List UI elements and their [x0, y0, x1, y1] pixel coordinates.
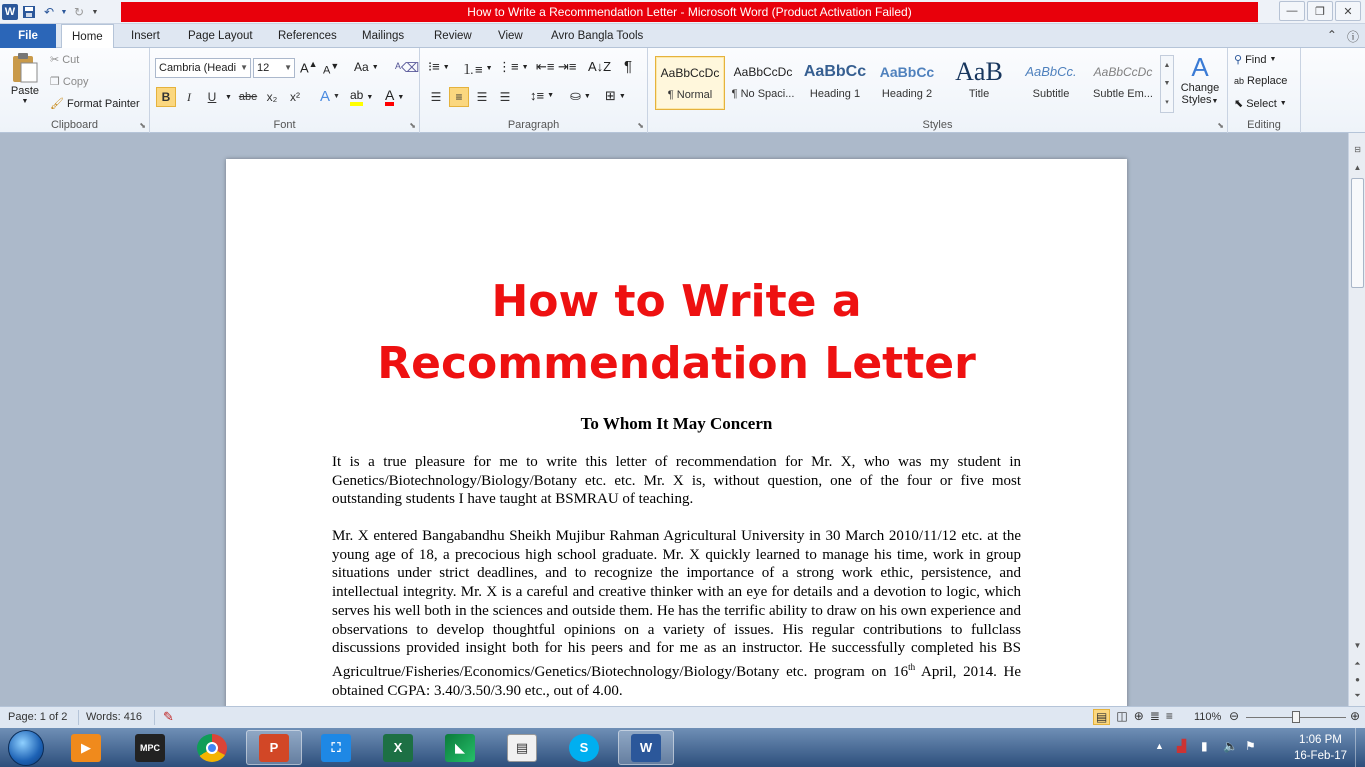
chevron-down-icon: ▼: [521, 63, 529, 71]
title-bar: [0, 0, 1365, 24]
font-group: [150, 48, 420, 133]
paste-label: Paste: [10, 85, 40, 97]
body-paragraph-2[interactable]: [332, 527, 1021, 700]
skype-icon: S: [569, 734, 599, 762]
paragraph-launcher-icon[interactable]: ⬊: [637, 121, 644, 130]
proofing-icon[interactable]: ✎: [163, 709, 174, 724]
bold-button[interactable]: [156, 87, 176, 107]
borders-icon: ⊞: [605, 88, 616, 103]
previous-page-icon[interactable]: ⏶: [1354, 659, 1361, 668]
grow-font-button[interactable]: [300, 59, 318, 75]
chrome-icon: [197, 734, 227, 762]
view-buttons: [1093, 709, 1173, 725]
tab-home[interactable]: Home: [61, 24, 114, 49]
style-subtitle-preview: AaBbCc.: [1025, 64, 1077, 79]
align-left-icon: ☰: [430, 90, 442, 104]
clipboard-group: [0, 48, 150, 133]
paste-button[interactable]: [6, 52, 44, 105]
scroll-down-icon[interactable]: ▼: [1353, 641, 1362, 650]
style-subtle-emphasis-preview: AaBbCcDc: [1093, 65, 1153, 79]
chevron-down-icon: ▼: [284, 63, 292, 72]
media-player-icon: ▶: [71, 734, 101, 762]
shrink-font-button[interactable]: [323, 61, 339, 77]
taskbar-media-player[interactable]: [58, 730, 114, 765]
chevron-down-icon: ▼: [618, 92, 626, 100]
ribbon-tabs: [0, 24, 1365, 48]
font-group-label: Font: [273, 119, 296, 131]
status-bar: [0, 706, 1365, 728]
show-hidden-icons-icon[interactable]: ▲: [1155, 741, 1164, 751]
chevron-down-icon: ▼: [240, 63, 248, 72]
status-separator: [154, 710, 155, 725]
ribbon: [0, 48, 1365, 133]
word-app-icon[interactable]: W: [2, 4, 18, 20]
format-painter-button[interactable]: [50, 97, 140, 110]
shading-button[interactable]: [570, 88, 591, 104]
style-heading-2[interactable]: [872, 56, 942, 110]
style-title-label: Title: [968, 88, 990, 100]
styles-group-label: Styles: [922, 119, 953, 131]
zoom-level[interactable]: 110%: [1194, 711, 1222, 723]
zoom-in-icon[interactable]: ⊕: [1350, 709, 1361, 723]
tab-view[interactable]: View: [498, 30, 523, 42]
bold-icon: B: [156, 87, 176, 107]
zoom-slider-thumb[interactable]: [1292, 711, 1300, 723]
customize-qat-icon[interactable]: ▼: [91, 8, 99, 16]
sort-button[interactable]: [588, 59, 611, 74]
editing-group-label: Editing: [1247, 119, 1281, 131]
font-color-button[interactable]: [385, 88, 404, 106]
line-spacing-button[interactable]: [530, 88, 554, 103]
clipboard-launcher-icon[interactable]: ⬊: [139, 121, 146, 130]
line-spacing-icon: ↕≡: [530, 88, 545, 103]
styles-launcher-icon[interactable]: ⬊: [1217, 121, 1224, 130]
sort-icon: A↓Z: [588, 59, 612, 74]
document-page[interactable]: [226, 159, 1127, 706]
tabs-right-controls: [1327, 28, 1359, 45]
paragraph-2-text-end: April, 2014. He obtained CGPA: 3.40/3.50/3.90 etc., out of 4.00.: [332, 663, 1021, 699]
multilevel-list-icon: ⋮≡: [498, 59, 519, 74]
style-title[interactable]: [944, 56, 1014, 110]
web-layout-icon[interactable]: ⊕: [1133, 709, 1144, 723]
title-line-1[interactable]: How to Write a: [491, 276, 862, 327]
chevron-down-icon: ▼: [442, 63, 450, 71]
multilevel-list-button[interactable]: [498, 59, 529, 75]
style-subtitle-label: Subtitle: [1032, 88, 1070, 100]
change-styles-label-2: Styles▼: [1181, 94, 1219, 106]
style-subtle-emphasis-label: Subtle Em...: [1093, 88, 1153, 100]
text-effects-icon: A: [320, 88, 331, 105]
superscript-icon: x²: [290, 90, 300, 104]
font-launcher-icon[interactable]: ⬊: [409, 121, 416, 130]
select-label: Select: [1246, 97, 1277, 110]
editing-group: [1228, 48, 1301, 133]
powerpoint-icon: P: [259, 734, 289, 762]
excel-icon: X: [383, 734, 413, 762]
mpc-be-icon: MPC: [135, 734, 165, 762]
justify-button[interactable]: [495, 87, 515, 107]
replace-icon: ab: [1234, 76, 1245, 86]
paintbrush-icon: 🖌: [50, 98, 64, 110]
taskbar-mpc-be[interactable]: [122, 730, 178, 765]
tab-references[interactable]: References: [278, 30, 337, 42]
window-controls: [1279, 1, 1361, 21]
underline-icon: U: [207, 90, 217, 104]
chevron-down-icon: ▼: [225, 93, 232, 101]
align-right-button[interactable]: [472, 87, 492, 107]
highlight-button[interactable]: [350, 88, 373, 106]
align-center-icon: ≡: [449, 87, 469, 107]
find-button[interactable]: [1234, 53, 1276, 66]
subscript-button[interactable]: [262, 87, 282, 107]
font-name-value: Cambria (Headi: [159, 62, 237, 74]
chevron-down-icon: ▼: [547, 92, 555, 99]
style-normal[interactable]: [655, 56, 725, 110]
undo-icon[interactable]: ↶: [43, 5, 55, 19]
tab-file[interactable]: File: [0, 24, 56, 48]
quick-access-toolbar: [2, 2, 100, 22]
decrease-indent-icon: ⇤≡: [536, 59, 555, 74]
show-formatting-button[interactable]: [624, 58, 632, 75]
taskbar-excel[interactable]: [370, 730, 426, 765]
print-layout-icon[interactable]: ▤: [1093, 709, 1110, 725]
strikethrough-icon: abe: [238, 91, 258, 103]
change-case-button[interactable]: [354, 60, 379, 74]
volume-icon[interactable]: 🔈: [1223, 739, 1238, 753]
taskbar-green-app[interactable]: [432, 730, 488, 765]
numbering-button[interactable]: [462, 59, 493, 78]
change-case-label: Aa: [354, 60, 369, 74]
chevron-down-icon: ▼: [583, 92, 591, 100]
style-title-preview: AaB: [955, 57, 1003, 86]
align-right-icon: ☰: [476, 90, 488, 104]
tab-mailings[interactable]: Mailings: [362, 30, 405, 42]
copy-label: Copy: [62, 75, 89, 88]
style-no-spacing-preview: AaBbCcDc: [733, 65, 793, 79]
chevron-down-icon: ▼: [485, 65, 493, 72]
styles-gallery-scroll: [1160, 55, 1174, 113]
align-left-button[interactable]: [426, 87, 446, 107]
highlighter-icon: ab: [350, 88, 363, 106]
status-separator: [78, 710, 79, 725]
start-button[interactable]: [8, 730, 44, 766]
replace-button[interactable]: [1234, 75, 1287, 87]
chevron-down-icon: ▼: [333, 93, 340, 100]
style-heading-1-preview: AaBbCc: [803, 63, 867, 80]
text-effects-button[interactable]: [320, 88, 340, 105]
clear-formatting-icon: ᴬ⌫: [395, 60, 420, 75]
document-title[interactable]: [226, 271, 1127, 395]
change-styles-button[interactable]: [1178, 52, 1222, 106]
italic-button[interactable]: [179, 87, 199, 107]
change-styles-label-1: Change: [1180, 82, 1220, 94]
style-no-spacing-label: ¶ No Spaci...: [731, 88, 795, 100]
style-heading-2-preview: AaBbCc: [879, 64, 935, 80]
increase-indent-icon: ⇥≡: [558, 59, 577, 74]
paste-icon: [10, 52, 40, 84]
word-icon: W: [631, 734, 661, 762]
salutation-heading[interactable]: To Whom It May Concern: [580, 414, 773, 433]
select-browse-object-icon[interactable]: ●: [1355, 675, 1360, 684]
window-title: How to Write a Recommendation Letter - Microsoft Word (Product Activation Failed): [121, 2, 1258, 22]
paragraph-group: [420, 48, 648, 133]
page-indicator[interactable]: Page: 1 of 2: [8, 711, 68, 723]
italic-icon: I: [187, 89, 191, 104]
paint-bucket-icon: ⛀: [570, 88, 581, 103]
clipboard-group-label: Clipboard: [50, 119, 99, 131]
shrink-font-icon: A▼: [323, 61, 340, 77]
underline-button[interactable]: [202, 87, 232, 107]
ruler-toggle-icon[interactable]: ⊟: [1354, 145, 1361, 154]
chevron-down-icon: ▼: [1279, 100, 1287, 107]
clear-formatting-button[interactable]: [395, 60, 419, 76]
paste-dropdown-icon[interactable]: ▼: [21, 98, 29, 105]
cut-button[interactable]: [50, 53, 79, 66]
chevron-down-icon: ▼: [366, 93, 374, 101]
save-icon[interactable]: [20, 3, 38, 21]
chevron-down-icon: ▼: [1269, 56, 1277, 63]
taskbar-clock[interactable]: [1294, 732, 1347, 764]
minimize-button[interactable]: —: [1279, 1, 1305, 21]
style-heading-1[interactable]: [800, 56, 870, 110]
font-size-combo[interactable]: [253, 58, 295, 78]
grow-font-icon: A▲: [300, 59, 318, 76]
zoom-out-icon[interactable]: ⊖: [1229, 709, 1240, 723]
font-size-value: 12: [257, 62, 270, 74]
format-painter-label: Format Painter: [66, 97, 140, 110]
taskbar-powerpoint[interactable]: [246, 730, 302, 765]
bullets-button[interactable]: [428, 59, 450, 75]
screenshot-tool-icon: ⛶: [321, 734, 351, 762]
numbering-icon: ⒈≡: [462, 62, 483, 77]
align-center-button[interactable]: [449, 87, 469, 107]
bullets-icon: ⁝≡: [428, 59, 440, 74]
show-desktop-button[interactable]: [1355, 728, 1365, 767]
taskbar-notepad[interactable]: [494, 730, 550, 765]
undo-dropdown-icon[interactable]: ▼: [60, 8, 68, 16]
superscript-button[interactable]: [285, 87, 305, 107]
subscript-icon: x₂: [266, 90, 278, 104]
style-no-spacing[interactable]: [728, 56, 798, 110]
cursor-icon: ⬉: [1234, 98, 1244, 110]
ordinal-superscript: th: [908, 661, 916, 672]
chevron-down-icon: ▼: [397, 93, 405, 101]
paragraph-2-text: Mr. X entered Bangabandhu Sheikh Mujibur Rahman Agricultural University in 30 March 2010/11/12 etc. at the young age of 18, a precocious high school graduate. Mr. X quickly learned to manage his time, work in group situations under strict deadlines, and to recognize the importance of a strong work ethic, persistence, and intellectual integrity. Mr. X is a careful and creative thinker with an eye for details and a devotion to logic, which serves his well both in the sciences and outside them. He has the terrific ability to draw on his own experience and observations to develop thoughtful opinions on a variety of issues. His regular contributions to fullclass discussions provided insight both for his peers and for me as an instructor. He successfully completed his BS Agricultrue/Fisheries/Economics/Genetics/Biotechnology/Biology/Botany etc. program on 16: [332, 528, 1021, 680]
copy-icon: ❐: [50, 76, 60, 88]
tab-page-layout[interactable]: Page Layout: [188, 30, 253, 42]
close-button[interactable]: ✕: [1335, 1, 1361, 21]
replace-label: Replace: [1247, 75, 1288, 87]
ribbon-minimize-icon[interactable]: ⌃: [1326, 28, 1337, 42]
notepad-icon: ▤: [507, 734, 537, 762]
tab-review[interactable]: Review: [434, 30, 472, 42]
styles-group: [648, 48, 1228, 133]
green-app-icon: ◣: [445, 734, 475, 762]
next-page-icon[interactable]: ⏷: [1354, 691, 1361, 700]
select-button[interactable]: [1234, 97, 1287, 110]
find-label: Find: [1245, 53, 1267, 66]
style-normal-label: ¶ Normal: [667, 89, 713, 101]
clock-time: 1:06 PM: [1299, 734, 1342, 746]
borders-button[interactable]: [605, 88, 626, 104]
outline-icon[interactable]: ≣: [1149, 709, 1160, 723]
title-line-2[interactable]: Recommendation Letter: [377, 338, 976, 389]
full-screen-reading-icon[interactable]: ◫: [1116, 709, 1128, 723]
taskbar-word[interactable]: [618, 730, 674, 765]
taskbar-skype[interactable]: [556, 730, 612, 765]
taskbar-screenshot-tool[interactable]: [308, 730, 364, 765]
paragraph-group-label: Paragraph: [507, 119, 560, 131]
taskbar-chrome[interactable]: [184, 730, 240, 765]
gallery-up-icon[interactable]: ▲: [1163, 61, 1171, 69]
scroll-up-icon[interactable]: ▲: [1353, 163, 1362, 172]
style-subtle-emphasis[interactable]: [1088, 56, 1158, 110]
style-heading-2-label: Heading 2: [881, 88, 933, 100]
windows-taskbar: [0, 728, 1365, 767]
increase-indent-button[interactable]: [558, 59, 576, 75]
strikethrough-button[interactable]: [238, 87, 258, 107]
document-workspace[interactable]: [0, 133, 1348, 706]
help-icon[interactable]: ⓘ: [1346, 30, 1359, 44]
chevron-down-icon: ▼: [371, 63, 379, 71]
scroll-thumb[interactable]: [1351, 178, 1364, 288]
change-styles-icon: A: [1191, 52, 1209, 82]
tab-avro-bangla-tools[interactable]: Avro Bangla Tools: [551, 30, 644, 42]
justify-icon: ☰: [499, 90, 511, 104]
font-name-combo[interactable]: [155, 58, 251, 78]
network-icon[interactable]: ▟: [1177, 739, 1187, 753]
draft-icon[interactable]: ≡: [1165, 709, 1173, 723]
gallery-down-icon[interactable]: ▼: [1163, 79, 1171, 87]
clock-date: 16-Feb-17: [1293, 750, 1347, 762]
word-count[interactable]: Words: 416: [86, 711, 143, 723]
style-heading-1-label: Heading 1: [809, 88, 861, 100]
copy-button[interactable]: [50, 75, 89, 88]
system-tray: [1155, 728, 1365, 767]
redo-icon[interactable]: ↻: [73, 5, 85, 19]
decrease-indent-button[interactable]: [536, 59, 554, 75]
cut-label: Cut: [62, 53, 80, 66]
battery-icon[interactable]: ▮: [1201, 739, 1208, 753]
vertical-scrollbar[interactable]: [1348, 133, 1365, 706]
action-center-icon[interactable]: ⚑: [1245, 739, 1256, 753]
style-normal-preview: AaBbCcDc: [660, 66, 720, 80]
body-paragraph-1[interactable]: It is a true pleasure for me to write this letter of recommendation for Mr. X, who was my student in Genetics/Biotechnology/Biology/Botany etc. etc. Mr. X is, without question, one of the four or five most outstanding students I have taught at BSMRAU of teaching.: [332, 454, 1021, 508]
style-subtitle[interactable]: [1016, 56, 1086, 110]
maximize-button[interactable]: ❐: [1307, 1, 1333, 21]
gallery-more-icon[interactable]: ▾: [1165, 99, 1169, 107]
tab-insert[interactable]: Insert: [131, 30, 160, 42]
pilcrow-icon: ¶: [624, 58, 633, 75]
font-color-icon: A: [385, 88, 394, 106]
scissors-icon: ✂: [50, 54, 60, 66]
binoculars-icon: ⚲: [1234, 54, 1243, 66]
